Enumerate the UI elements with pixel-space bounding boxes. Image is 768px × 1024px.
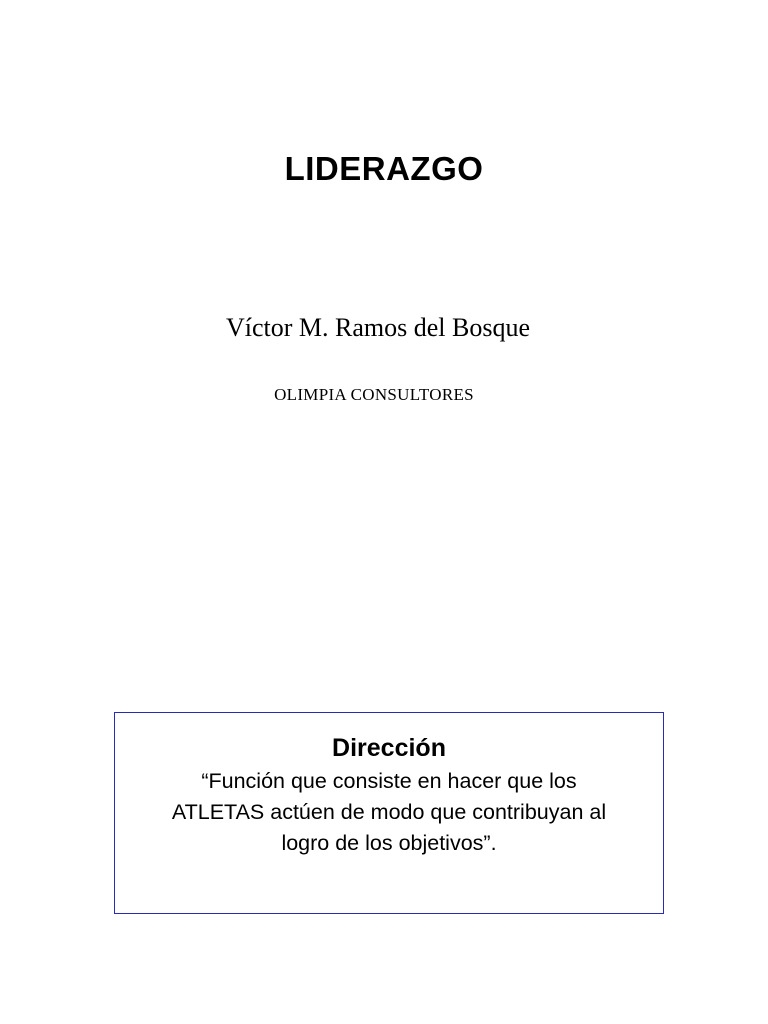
author-name: Víctor M. Ramos del Bosque	[225, 313, 531, 342]
page-title: LIDERAZGO	[284, 150, 484, 187]
company-name: OLIMPIA CONSULTORES	[274, 385, 474, 404]
definition-text	[115, 766, 663, 859]
definition-box	[114, 712, 664, 914]
definition-heading: Dirección	[332, 734, 446, 762]
definition-line: logro de los objetivos”.	[281, 831, 497, 855]
definition-line: ATLETAS actúen de modo que contribuyan al	[171, 800, 607, 824]
definition-line: “Función que consiste en hacer que los	[201, 769, 577, 793]
